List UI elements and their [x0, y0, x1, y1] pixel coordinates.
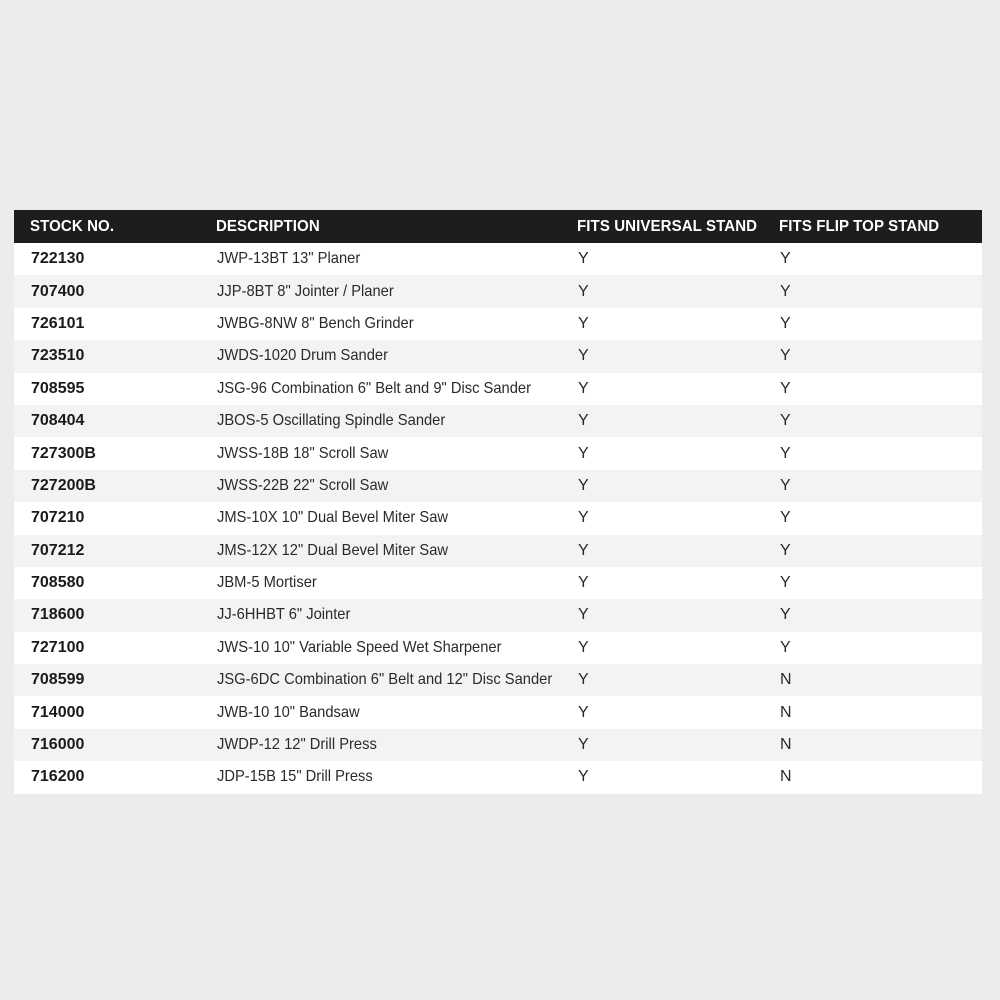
table-row — [14, 567, 982, 599]
fits-flip-top-cell: Y — [780, 638, 791, 656]
stock-number-cell: 727200B — [31, 476, 96, 494]
table-row — [14, 599, 982, 631]
fits-flip-top-cell: Y — [780, 509, 791, 527]
description-cell — [200, 761, 561, 793]
fits-universal-cell: Y — [578, 574, 589, 592]
table-row — [14, 664, 982, 696]
description-text: JWSS-18B 18" Scroll Saw — [217, 444, 389, 462]
stock-number-cell: 723510 — [31, 347, 85, 365]
fits-universal-cell: Y — [578, 671, 589, 689]
description-text: JWDS-1020 Drum Sander — [217, 347, 388, 365]
fits-flip-top-cell: N — [780, 703, 792, 721]
stock-number-cell: 707212 — [31, 541, 85, 559]
description-cell — [200, 696, 561, 728]
fits-universal-cell: Y — [578, 768, 589, 786]
table-row — [14, 243, 982, 275]
compatibility-table-container — [14, 210, 982, 794]
table-row — [14, 373, 982, 405]
description-cell — [200, 599, 561, 631]
fits-flip-top-cell: Y — [780, 250, 791, 268]
fits-flip-top-cell: Y — [780, 412, 791, 430]
description-cell — [200, 567, 561, 599]
fits-flip-top-cell: Y — [780, 606, 791, 624]
fits-universal-cell: Y — [578, 379, 589, 397]
header-fits-universal-stand: FITS UNIVERSAL STAND — [576, 217, 758, 235]
fits-flip-top-cell: Y — [780, 314, 791, 332]
description-cell — [200, 664, 561, 696]
fits-universal-cell: Y — [578, 703, 589, 721]
fits-universal-cell: Y — [578, 314, 589, 332]
table-row — [14, 340, 982, 372]
table-row — [14, 535, 982, 567]
description-cell — [200, 308, 561, 340]
header-row — [14, 210, 982, 243]
fits-universal-cell: Y — [578, 638, 589, 656]
table-row — [14, 632, 982, 664]
fits-universal-cell: Y — [578, 736, 589, 754]
header-stock-no: STOCK NO. — [29, 217, 115, 235]
description-cell — [200, 729, 561, 761]
fits-flip-top-cell: Y — [780, 574, 791, 592]
fits-universal-cell: Y — [578, 347, 589, 365]
fits-universal-cell: Y — [578, 509, 589, 527]
description-text: JWB-10 10" Bandsaw — [217, 703, 360, 721]
table-body — [14, 243, 982, 794]
table-row — [14, 761, 982, 793]
stock-number-cell: 727100 — [31, 638, 85, 656]
fits-flip-top-cell: Y — [780, 379, 791, 397]
stock-number-cell: 716000 — [31, 736, 85, 754]
description-text: JBM-5 Mortiser — [217, 574, 317, 592]
stock-number-cell: 722130 — [31, 250, 85, 268]
fits-flip-top-cell: Y — [780, 444, 791, 462]
table-row — [14, 470, 982, 502]
description-cell — [200, 405, 561, 437]
fits-flip-top-cell: N — [780, 768, 792, 786]
description-cell — [200, 470, 561, 502]
fits-universal-cell: Y — [578, 282, 589, 300]
stock-number-cell: 727300B — [31, 444, 96, 462]
stock-number-cell: 716200 — [31, 768, 85, 786]
description-cell — [200, 275, 561, 307]
stock-number-cell: 708599 — [31, 671, 85, 689]
table-row — [14, 696, 982, 728]
header-description: DESCRIPTION — [215, 217, 320, 235]
description-text: JSG-96 Combination 6" Belt and 9" Disc Sander — [217, 379, 532, 397]
fits-universal-cell: Y — [578, 476, 589, 494]
fits-flip-top-cell: N — [780, 736, 792, 754]
description-cell — [200, 535, 561, 567]
stock-number-cell: 714000 — [31, 703, 85, 721]
fits-flip-top-cell: N — [780, 671, 792, 689]
header-fits-flip-top-stand: FITS FLIP TOP STAND — [778, 217, 940, 235]
stock-number-cell: 708404 — [31, 412, 85, 430]
table-row — [14, 437, 982, 469]
description-text: JWP-13BT 13" Planer — [217, 250, 361, 268]
table-row — [14, 405, 982, 437]
table-row — [14, 275, 982, 307]
stock-number-cell: 708580 — [31, 574, 85, 592]
stock-number-cell: 707400 — [31, 282, 85, 300]
fits-universal-cell: Y — [578, 250, 589, 268]
fits-flip-top-cell: Y — [780, 476, 791, 494]
description-cell — [200, 373, 561, 405]
description-text: JWBG-8NW 8" Bench Grinder — [217, 314, 414, 332]
description-cell — [200, 243, 561, 275]
description-text: JWDP-12 12" Drill Press — [217, 736, 377, 754]
stock-number-cell: 726101 — [31, 314, 85, 332]
stock-number-cell: 707210 — [31, 509, 85, 527]
description-cell — [200, 437, 561, 469]
description-text: JMS-12X 12" Dual Bevel Miter Saw — [217, 541, 449, 559]
description-text: JWSS-22B 22" Scroll Saw — [217, 476, 389, 494]
fits-flip-top-cell: Y — [780, 282, 791, 300]
description-text: JMS-10X 10" Dual Bevel Miter Saw — [217, 509, 449, 527]
table-header — [14, 210, 982, 243]
fits-universal-cell: Y — [578, 541, 589, 559]
stock-number-cell: 708595 — [31, 379, 85, 397]
table-row — [14, 729, 982, 761]
fits-universal-cell: Y — [578, 606, 589, 624]
description-text: JDP-15B 15" Drill Press — [217, 768, 373, 786]
description-text: JWS-10 10" Variable Speed Wet Sharpener — [217, 638, 502, 656]
description-text: JJP-8BT 8" Jointer / Planer — [217, 282, 394, 300]
description-text: JJ-6HHBT 6" Jointer — [217, 606, 351, 624]
description-cell — [200, 340, 561, 372]
stock-number-cell: 718600 — [31, 606, 85, 624]
description-cell — [200, 502, 561, 534]
description-text: JBOS-5 Oscillating Spindle Sander — [217, 412, 446, 430]
table-row — [14, 308, 982, 340]
description-cell — [200, 632, 561, 664]
fits-flip-top-cell: Y — [780, 541, 791, 559]
fits-flip-top-cell: Y — [780, 347, 791, 365]
fits-universal-cell: Y — [578, 412, 589, 430]
description-text: JSG-6DC Combination 6" Belt and 12" Disc Sander — [217, 671, 553, 689]
stand-compatibility-table — [14, 210, 982, 794]
table-row — [14, 502, 982, 534]
fits-universal-cell: Y — [578, 444, 589, 462]
